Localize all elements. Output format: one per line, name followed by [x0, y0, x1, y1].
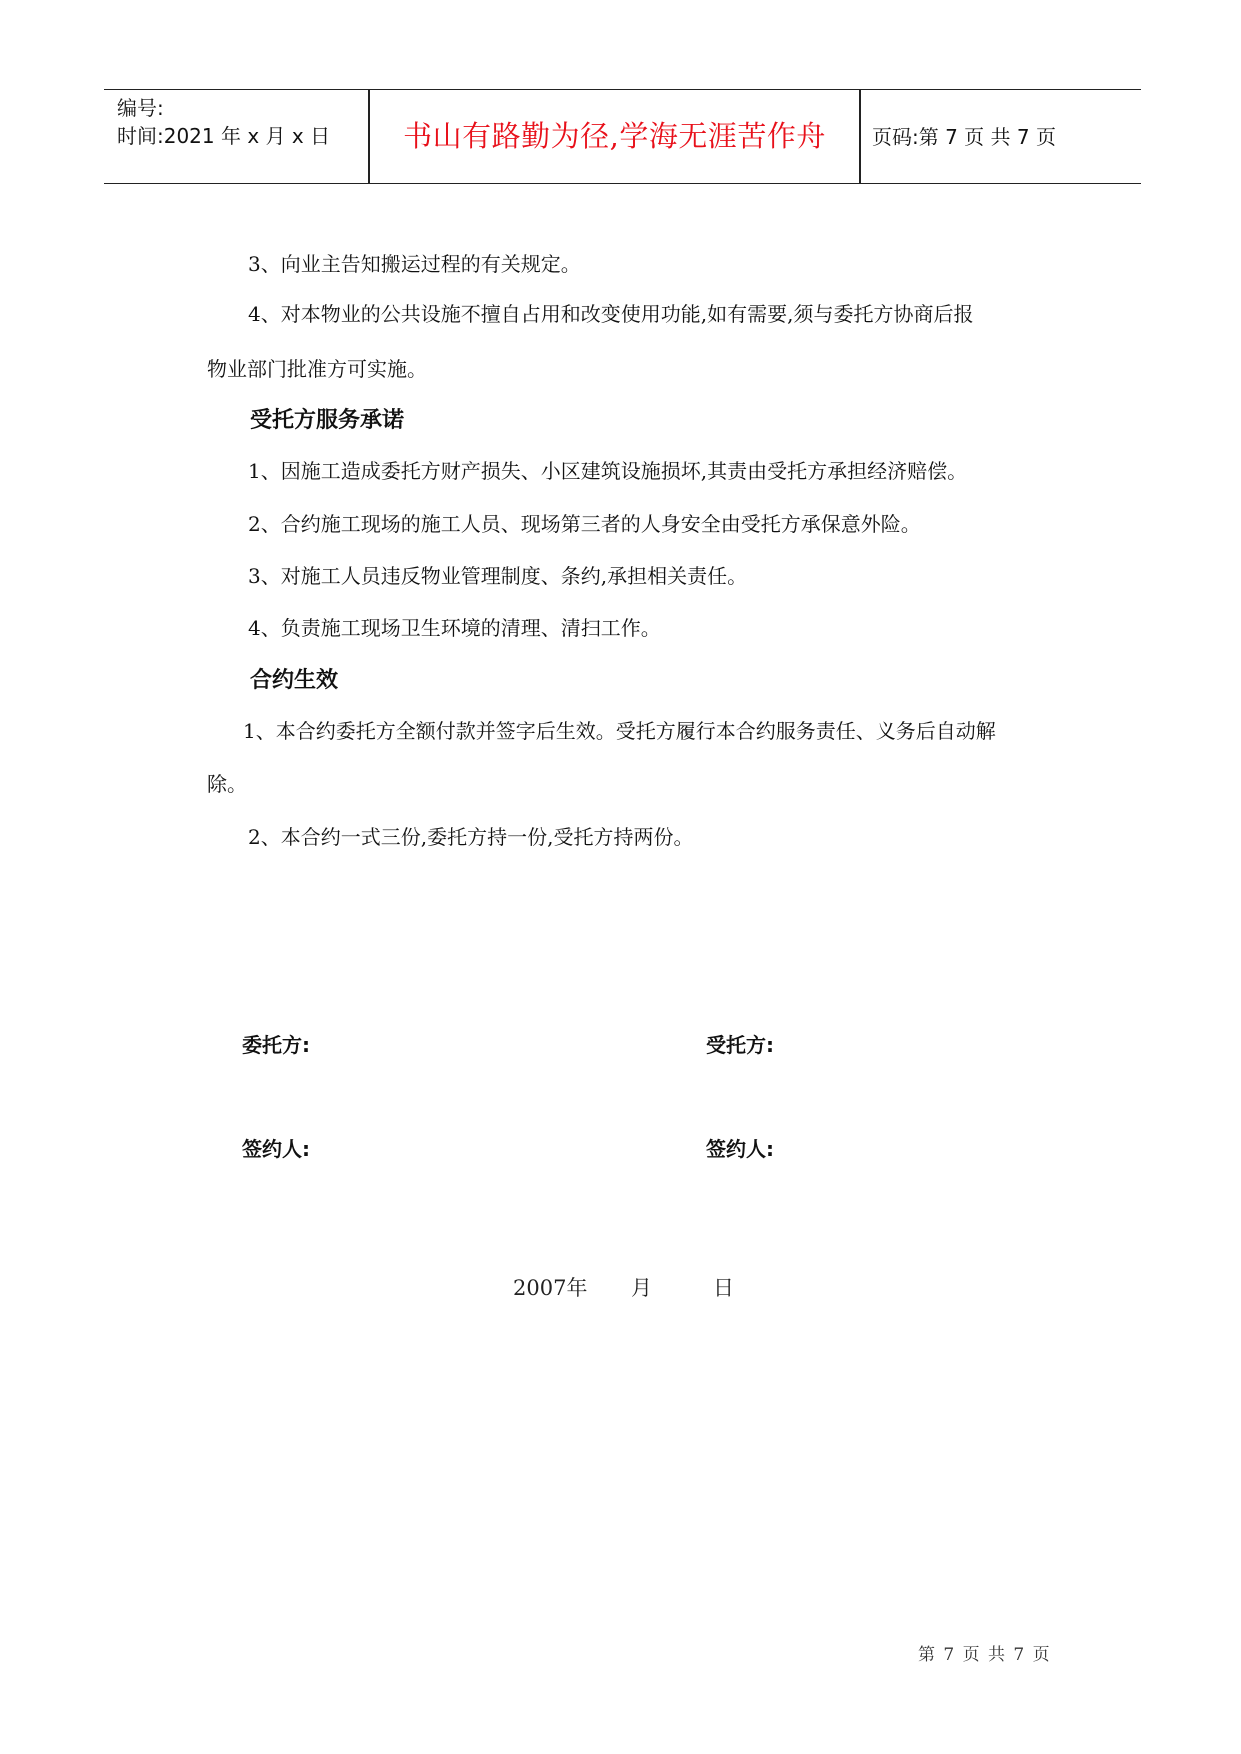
effect-item-1: 1、本合约委托方全额付款并签字后生效。受托方履行本合约服务责任、义务后自动解 — [243, 719, 996, 743]
header-page-code: 页码:第 7 页 共 7 页 — [872, 125, 1056, 149]
effect-item-2: 2、本合约一式三份,委托方持一份,受托方持两份。 — [248, 825, 694, 849]
commitment-item-4: 4、负责施工现场卫生环境的清理、清扫工作。 — [248, 616, 661, 640]
date-month: 月 — [631, 1276, 652, 1300]
number-label: 编号: — [117, 96, 164, 120]
commitment-item-1: 1、因施工造成委托方财产损失、小区建筑设施损坏,其责由受托方承担经济赔偿。 — [248, 459, 968, 483]
header-motto: 书山有路勤为径,学海无涯苦作舟 — [403, 119, 826, 153]
owner-item-3: 3、向业主告知搬运过程的有关规定。 — [248, 252, 581, 276]
contractor-label: 受托方: — [706, 1033, 774, 1057]
effect-item-1-cont: 除。 — [207, 772, 247, 796]
time-label: 时间:2021 年 x 月 x 日 — [117, 124, 331, 148]
header-meta — [117, 94, 330, 150]
owner-item-4-cont: 物业部门批准方可实施。 — [207, 357, 427, 381]
date-day: 日 — [713, 1276, 734, 1300]
page-header — [104, 89, 1141, 184]
client-label: 委托方: — [242, 1033, 310, 1057]
section-heading-commitment: 受托方服务承诺 — [250, 408, 405, 433]
header-divider — [859, 90, 861, 183]
date-year: 2007年 — [513, 1276, 588, 1300]
commitment-item-3: 3、对施工人员违反物业管理制度、条约,承担相关责任。 — [248, 564, 748, 588]
owner-item-4: 4、对本物业的公共设施不擅自占用和改变使用功能,如有需要,须与委托方协商后报 — [248, 302, 974, 326]
section-heading-effect: 合约生效 — [250, 668, 339, 693]
commitment-item-2: 2、合约施工现场的施工人员、现场第三者的人身安全由受托方承保意外险。 — [248, 512, 921, 536]
client-signer-label: 签约人: — [242, 1137, 310, 1161]
contractor-signer-label: 签约人: — [706, 1137, 774, 1161]
footer-page-number: 第 7 页 共 7 页 — [918, 1645, 1050, 1665]
